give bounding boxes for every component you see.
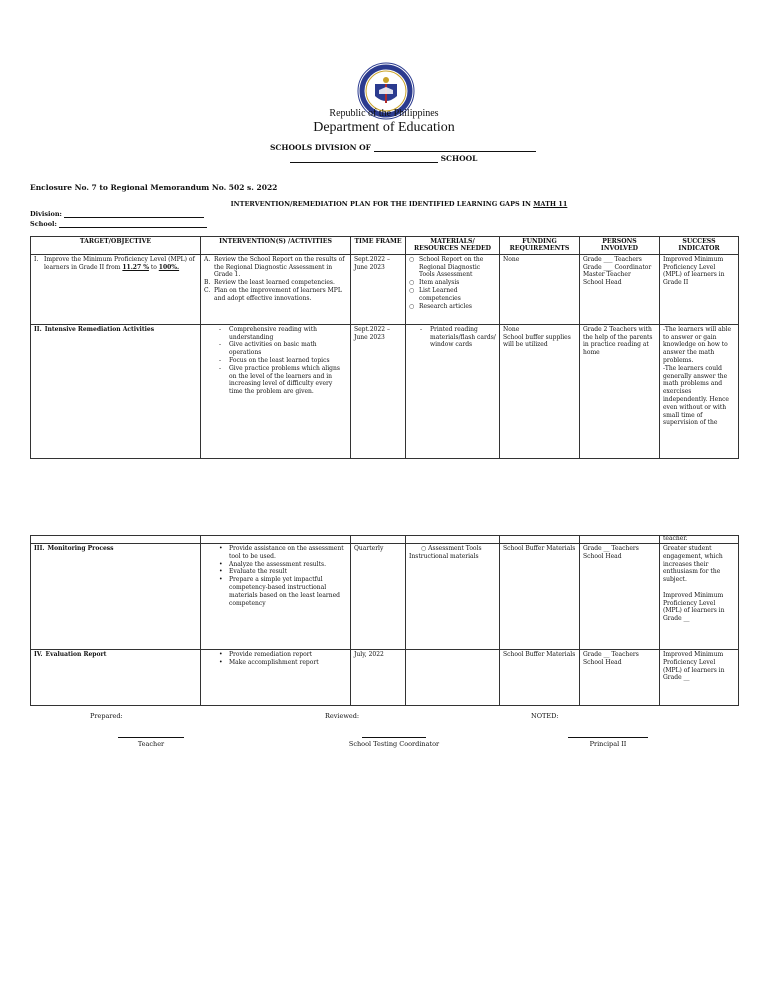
cell-funding: School Buffer Materials (500, 544, 580, 650)
objective-target: 100%. (158, 263, 180, 271)
school-heading (290, 154, 477, 163)
republic-line: Republic of the Philippines (329, 108, 439, 119)
principal-signature-line (568, 737, 648, 738)
list-item: A. Review the School Report on the results of the Regional Diagnostic Assessment in Grade 1. (204, 255, 345, 279)
list-item: ○ Research articles (409, 302, 472, 310)
list-item: ○ Item analysis (409, 279, 460, 287)
list-item: ○ School Report on the Regional Diagnostic Tools Assessment (409, 255, 484, 279)
cell-funding: None School buffer supplies will be utilized (500, 324, 580, 458)
list-item: - Printed reading materials/flash cards/ window cards (420, 325, 496, 349)
col-persons: PERSONS INVOLVED (580, 237, 660, 255)
cell-materials (406, 324, 500, 458)
list-item: • Evaluate the result (219, 568, 288, 576)
col-indicator: SUCCESS INDICATOR (660, 237, 739, 255)
principal-title: Principal II (589, 740, 627, 748)
list-item: - Give practice problems which aligns on the level of the learners and in increasing level of difficulty every time the problem are given. (219, 364, 340, 396)
teacher-title: Teacher (137, 740, 165, 748)
prepared-label: Prepared: (90, 712, 123, 720)
table-row (31, 544, 739, 650)
cell-materials (406, 254, 500, 324)
objective-text: Monitoring Process (47, 545, 114, 552)
table-header-row (31, 237, 739, 255)
cell-activities (201, 254, 351, 324)
objective-from: 11.27 % (122, 263, 149, 271)
cell-time: Quarterly (351, 544, 406, 650)
table-row (31, 650, 739, 706)
cell-objective (31, 254, 201, 324)
coordinator-signature-line (362, 737, 426, 738)
list-item: B. Review the least learned competencies. (204, 279, 335, 287)
cell-objective (31, 544, 201, 650)
row-number: II. (34, 325, 42, 333)
table-row (31, 536, 739, 544)
cell-materials: ○ Assessment Tools Instructional materials (406, 544, 500, 650)
objective-to-word: to (148, 263, 159, 271)
school-field-blank (59, 227, 207, 228)
cell-time: July, 2022 (351, 650, 406, 706)
school-field-label: School: (30, 220, 57, 228)
row-number: IV. (34, 651, 43, 658)
cell-time: Sept.2022 – June 2023 (351, 324, 406, 458)
division-blank (374, 151, 536, 152)
division-field-label: Division: (30, 210, 62, 218)
objective-text: Intensive Remediation Activities (44, 325, 155, 333)
cell-indicator: teacher. (660, 536, 739, 544)
col-funding: FUNDING REQUIREMENTS (500, 237, 580, 255)
col-intervention: INTERVENTION(S) /ACTIVITIES (201, 237, 351, 255)
noted-label: NOTED: (531, 712, 559, 720)
list-item: C. Plan on the improvement of learners MPL and adopt effective innovations. (204, 287, 342, 302)
cell-objective (31, 650, 201, 706)
cell-indicator: -The learners will able to answer or gain knowledge on how to answer the math problems. -The learners could generally answer the math problems and exercises independently. Hence even without or with small time of supervision of the (660, 324, 739, 458)
teacher-signature-line (118, 737, 184, 738)
plan-title-text: INTERVENTION/REMEDIATION PLAN FOR THE IDENTIFIED LEARNING GAPS IN (230, 200, 534, 208)
cell-activities (201, 324, 351, 458)
school-field (30, 220, 207, 228)
list-item: • Prepare a simple yet impactful competency-based instructional materials based on the least learned competency (219, 576, 341, 607)
department-title: Department of Education (313, 120, 455, 135)
cell-indicator: Greater student engagement, which increases their enthusiasm for the subject. Improved Minimum Proficiency Level (MPL) of learners in Grade __ (660, 544, 739, 650)
reviewed-label: Reviewed: (325, 712, 360, 720)
coordinator-title: School Testing Coordinator (348, 740, 440, 748)
cell-indicator: Improved Minimum Proficiency Level (MPL) of learners in Grade II (660, 254, 739, 324)
objective-text: Evaluation Report (45, 651, 107, 658)
table-row (31, 254, 739, 324)
col-time: TIME FRAME (351, 237, 406, 255)
plan-table-continued (30, 535, 739, 706)
col-target: TARGET/OBJECTIVE (31, 237, 201, 255)
row-number: I. (34, 255, 39, 263)
cell-persons: Grade ___ Teachers Grade ___ Coordinator Master Teacher School Head (580, 254, 660, 324)
cell-activities (201, 650, 351, 706)
list-item: • Provide remediation report (219, 651, 312, 658)
cell-time: Sept.2022 – June 2023 (351, 254, 406, 324)
cell-funding: None (500, 254, 580, 324)
list-item: • Analyze the assessment results. (219, 560, 326, 568)
cell-materials (406, 650, 500, 706)
cell-funding: School Buffer Materials (500, 650, 580, 706)
col-materials: MATERIALS/ RESOURCES NEEDED (406, 237, 500, 255)
list-item: - Comprehensive reading with understanding (219, 325, 317, 341)
cell-persons: Grade __ Teachers School Head (580, 544, 660, 650)
cell-indicator: Improved Minimum Proficiency Level (MPL) of learners in Grade __ (660, 650, 739, 706)
division-heading (270, 143, 536, 152)
cell-persons: Grade __ Teachers School Head (580, 650, 660, 706)
objective-text: Improve the Minimum Proficiency Level (MPL) of learners in Grade II from (44, 255, 195, 271)
list-item: • Provide assistance on the assessment tool to be used. (219, 545, 344, 560)
plan-title (0, 200, 768, 208)
division-field-blank (64, 217, 204, 218)
school-heading-label: SCHOOL (440, 154, 478, 163)
list-item: - Give activities on basic math operations (219, 341, 317, 357)
plan-title-subject: MATH 11 (533, 200, 568, 208)
list-item: ○ List Learned competencies (409, 287, 461, 302)
division-heading-label: SCHOOLS DIVISION OF (270, 143, 371, 152)
row-number: III. (34, 545, 45, 552)
cell-activities (201, 544, 351, 650)
school-blank (290, 162, 438, 163)
list-item: - Focus on the least learned topics (219, 357, 330, 365)
plan-table (30, 236, 739, 459)
division-field (30, 210, 204, 218)
cell-persons: Grade 2 Teachers with the help of the parents in practice reading at home (580, 324, 660, 458)
enclosure-line: Enclosure No. 7 to Regional Memorandum No. 502 s. 2022 (30, 183, 278, 192)
list-item: • Make accomplishment report (219, 658, 319, 666)
cell-objective (31, 324, 201, 458)
table-row (31, 324, 739, 458)
